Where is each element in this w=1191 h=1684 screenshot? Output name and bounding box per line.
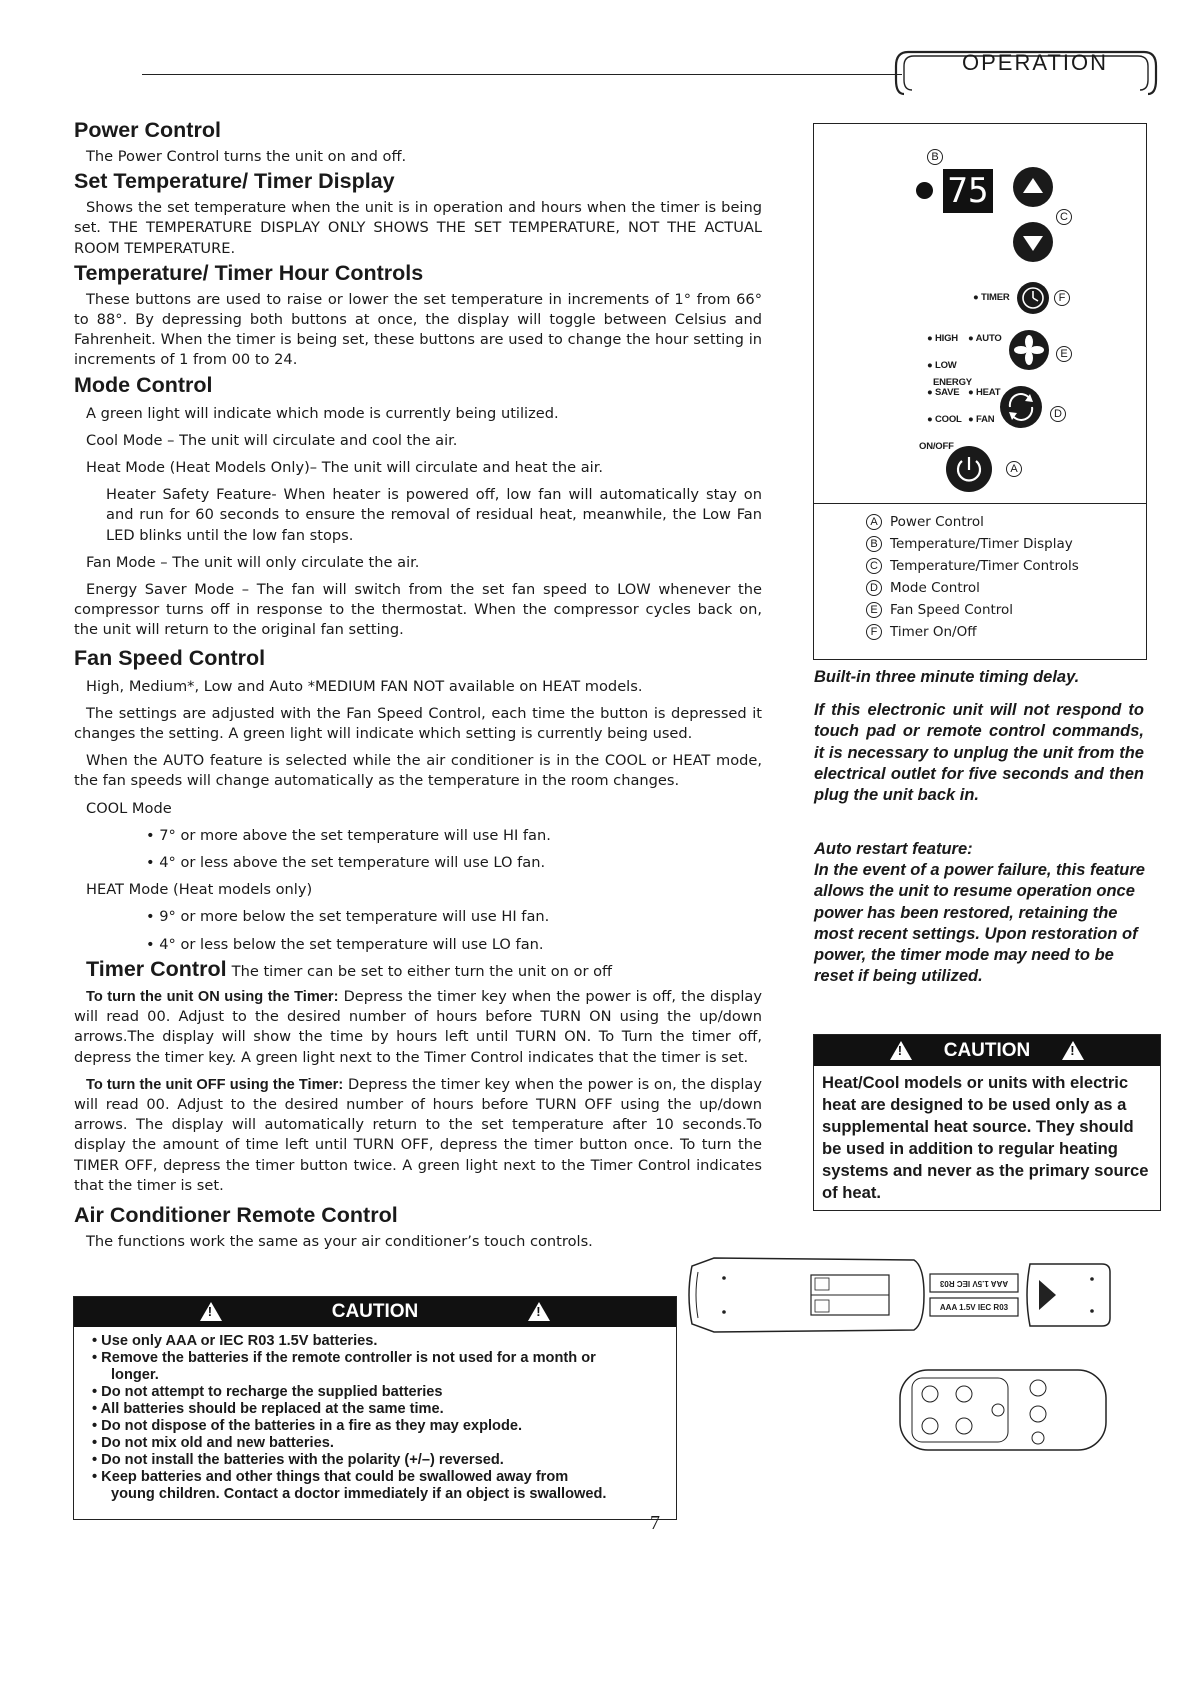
mode-p5: Fan Mode – The unit will only circulate the air. — [86, 553, 420, 571]
remote-body: The functions work the same as your air conditioner’s touch controls. — [86, 1232, 593, 1250]
caution-item: • Remove the batteries if the remote controller is not used for a month or — [92, 1350, 596, 1366]
marker-a: A — [1006, 461, 1022, 477]
caution-item: longer. — [111, 1367, 159, 1383]
caution-item: • Do not attempt to recharge the supplied batteries — [92, 1384, 443, 1400]
marker-e: E — [1056, 346, 1072, 362]
legend-item: D Mode Control — [866, 578, 1079, 600]
caution-item: • Use only AAA or IEC R03 1.5V batteries. — [92, 1333, 378, 1349]
timer-intro: The timer can be set to either turn the unit on or off — [231, 962, 613, 980]
timer-off-body: Depress the timer key when the power is on, the display will read 00. Adjust to the desired number of hours before TURN OFF using the up/down arrows. The display will automatically return to the set temperature after 10 seconds.To display the amount of time left until TURN OFF, depress the timer button once. To turn the TIMER OFF, depress the timer button twice. A green light next to the Timer Control indicates that the timer is set. — [74, 1075, 763, 1194]
onoff-label: ON/OFF — [919, 441, 954, 452]
cool-label: ● COOL — [927, 414, 962, 425]
timer-button[interactable] — [1017, 282, 1049, 314]
restart-body: In the event of a power failure, this feature allows the unit to resume operation once power has been restored, retaining the most recent settings. Upon restoration of power, the timer mode may need to be reset if being utilized. — [814, 861, 1145, 986]
timer-off-lead: To turn the unit OFF using the Timer: — [86, 1076, 344, 1093]
power-indicator-dot — [916, 182, 933, 199]
battery-caution-list — [74, 1327, 676, 1503]
high-label: ● HIGH — [927, 333, 958, 344]
page-number: 7 — [650, 1512, 660, 1534]
restart-title: Auto restart feature: — [814, 840, 973, 858]
remote-back-illustration — [684, 1254, 1114, 1336]
power-icon — [946, 446, 992, 492]
marker-c: C — [1056, 209, 1072, 225]
battery-caution-header — [74, 1297, 676, 1327]
heat-label: ● HEAT — [968, 387, 1001, 398]
battery-2-label: AAA 1.5V IEC R03 — [939, 1303, 1009, 1312]
fan-mode-label: ● FAN — [968, 414, 995, 425]
heat-caution-box — [813, 1034, 1161, 1211]
auto-label: ● AUTO — [968, 333, 1002, 344]
fan-title: Fan Speed Control — [74, 645, 266, 670]
fan-p1: High, Medium*, Low and Auto *MEDIUM FAN NOT available on HEAT models. — [86, 677, 643, 695]
fan-speed-button[interactable] — [1009, 330, 1049, 370]
temp-controls-body: These buttons are used to raise or lower the set temperature in increments of 1° from 66° to 88°. By depressing both buttons at once, the display will toggle between Celsius and Fahrenheit. When the timer is being set, these buttons are used to change the hour setting in increments of 1 from 00 to 24. — [74, 290, 762, 369]
fan-p2: The settings are adjusted with the Fan Speed Control, each time the button is depressed it changes the setting. A green light will indicate which setting is currently being used. — [74, 704, 762, 743]
heat-caution-body: Heat/Cool models or units with electric heat are designed to be used only as a supplemental heat source. They should be used in addition to regular heating systems and never as the primary source of heat. — [822, 1073, 1149, 1202]
timer-on-body: Depress the timer key when the power is off, the display will read 00. Adjust to the desired number of hours before TURN ON using the up/down arrows.The display will show the time by hours left until TURN ON. To Turn the timer off, depress the timer key. A green light next to the Timer Control indicates that the timer is set. — [74, 987, 762, 1066]
fan-heat-2: • 4° or less below the set temperature will use LO fan. — [146, 935, 544, 953]
fan-cool-1: • 7° or more above the set temperature will use HI fan. — [146, 826, 551, 844]
mode-p3: Heat Mode (Heat Models Only)– The unit will circulate and heat the air. — [86, 459, 604, 477]
power-title: Power Control — [74, 118, 221, 142]
mode-p1: A green light will indicate which mode is currently being utilized. — [86, 404, 559, 422]
low-label: ● LOW — [927, 360, 957, 371]
panel-legend — [866, 512, 1079, 644]
caution-item: • Do not dispose of the batteries in a fire as they may explode. — [92, 1418, 523, 1434]
clock-icon — [1017, 282, 1049, 314]
remote-front-illustration — [898, 1368, 1110, 1454]
battery-1-label: AAA 1.5V IEC R03 — [939, 1279, 1009, 1288]
section-label: OPERATION — [962, 50, 1108, 75]
timer-off-paragraph — [74, 1075, 762, 1196]
display-body: Shows the set temperature when the unit is in operation and hours when the timer is being set. THE TEMPERATURE DISPLAY ONLY SHOWS THE SET TEMPERATURE, NOT THE ACTUAL ROOM TEMPERATURE. — [74, 199, 762, 257]
save-label: ● SAVE — [927, 387, 960, 398]
panel-divider — [813, 503, 1147, 504]
timing-delay-note: Built-in three minute timing delay. — [814, 668, 1080, 686]
battery-caution-box — [73, 1296, 677, 1520]
warning-icon — [528, 1302, 550, 1321]
mode-p2: Cool Mode – The unit will circulate and cool the air. — [86, 431, 458, 449]
fan-heat-label: HEAT Mode (Heat models only) — [86, 881, 313, 899]
caution-item: young children. Contact a doctor immediately if an object is swallowed. — [111, 1486, 607, 1502]
warning-icon — [1062, 1041, 1084, 1060]
power-body: The Power Control turns the unit on and off. — [86, 148, 407, 165]
temp-controls-title: Temperature/ Timer Hour Controls — [74, 260, 424, 285]
temp-down-button[interactable] — [1013, 222, 1053, 262]
fan-heat-1: • 9° or more below the set temperature will use HI fan. — [146, 908, 550, 926]
fan-cool-2: • 4° or less above the set temperature will use LO fan. — [146, 854, 546, 872]
left-column — [74, 117, 762, 1252]
legend-item: A Power Control — [866, 512, 1079, 534]
temp-up-button[interactable] — [1013, 167, 1053, 207]
fan-p3: When the AUTO feature is selected while the air conditioner is in the COOL or HEAT mode, the fan speeds will change automatically as the temperature in the room changes. — [74, 752, 762, 790]
power-button[interactable] — [946, 446, 992, 492]
legend-item: B Temperature/Timer Display — [866, 534, 1079, 556]
temperature-display: 75 — [943, 169, 993, 213]
heat-caution-header — [814, 1035, 1160, 1066]
legend-item: F Timer On/Off — [866, 622, 1079, 644]
respond-note: If this electronic unit will not respond to touch pad or remote control commands, it is necessary to unplug the unit from the electrical outlet for five seconds and then plug the unit back in. — [814, 701, 1144, 805]
arrow-up-icon — [1013, 167, 1053, 207]
heat-caution-title: CAUTION — [943, 1040, 1031, 1061]
caution-item: • Keep batteries and other things that could be swallowed away from — [92, 1469, 569, 1485]
mode-p6: Energy Saver Mode – The fan will switch from the set fan speed to LOW whenever the compressor turns off in response to the thermostat. When the compressor cycles back on, the unit will return to the original fan setting. — [74, 581, 762, 639]
fan-icon — [1009, 330, 1049, 370]
remote-title: Air Conditioner Remote Control — [74, 1202, 398, 1227]
caution-item: • Do not mix old and new batteries. — [92, 1435, 334, 1451]
warning-icon — [890, 1041, 912, 1060]
timer-on-paragraph — [74, 987, 762, 1068]
energy-label: ENERGY — [933, 377, 972, 388]
arrow-down-icon — [1013, 222, 1053, 262]
legend-item: C Temperature/Timer Controls — [866, 556, 1079, 578]
caution-item: • All batteries should be replaced at the same time. — [92, 1401, 444, 1417]
legend-item: E Fan Speed Control — [866, 600, 1079, 622]
mode-button[interactable] — [1000, 386, 1042, 428]
marker-b: B — [927, 149, 943, 165]
timer-heading-row — [74, 957, 762, 982]
battery-caution-title: CAUTION — [331, 1301, 419, 1322]
cycle-icon — [1000, 386, 1042, 428]
fan-cool-label: COOL Mode — [86, 799, 172, 817]
timer-on-lead: To turn the unit ON using the Timer: — [86, 988, 339, 1005]
timer-title: Timer Control — [86, 956, 227, 981]
mode-p4: Heater Safety Feature- When heater is powered off, low fan will automatically stay on and run for 60 seconds to ensure the removal of residual heat, meanwhile, the Low Fan LED blinks until the low fan stops. — [106, 486, 762, 544]
display-title: Set Temperature/ Timer Display — [74, 169, 395, 194]
header-rule — [142, 74, 902, 75]
mode-title: Mode Control — [74, 372, 213, 397]
marker-f: F — [1054, 290, 1070, 306]
timer-label: ● TIMER — [973, 292, 1010, 303]
caution-item: • Do not install the batteries with the polarity (+/–) reversed. — [92, 1452, 504, 1468]
marker-d: D — [1050, 406, 1066, 422]
warning-icon — [200, 1302, 222, 1321]
